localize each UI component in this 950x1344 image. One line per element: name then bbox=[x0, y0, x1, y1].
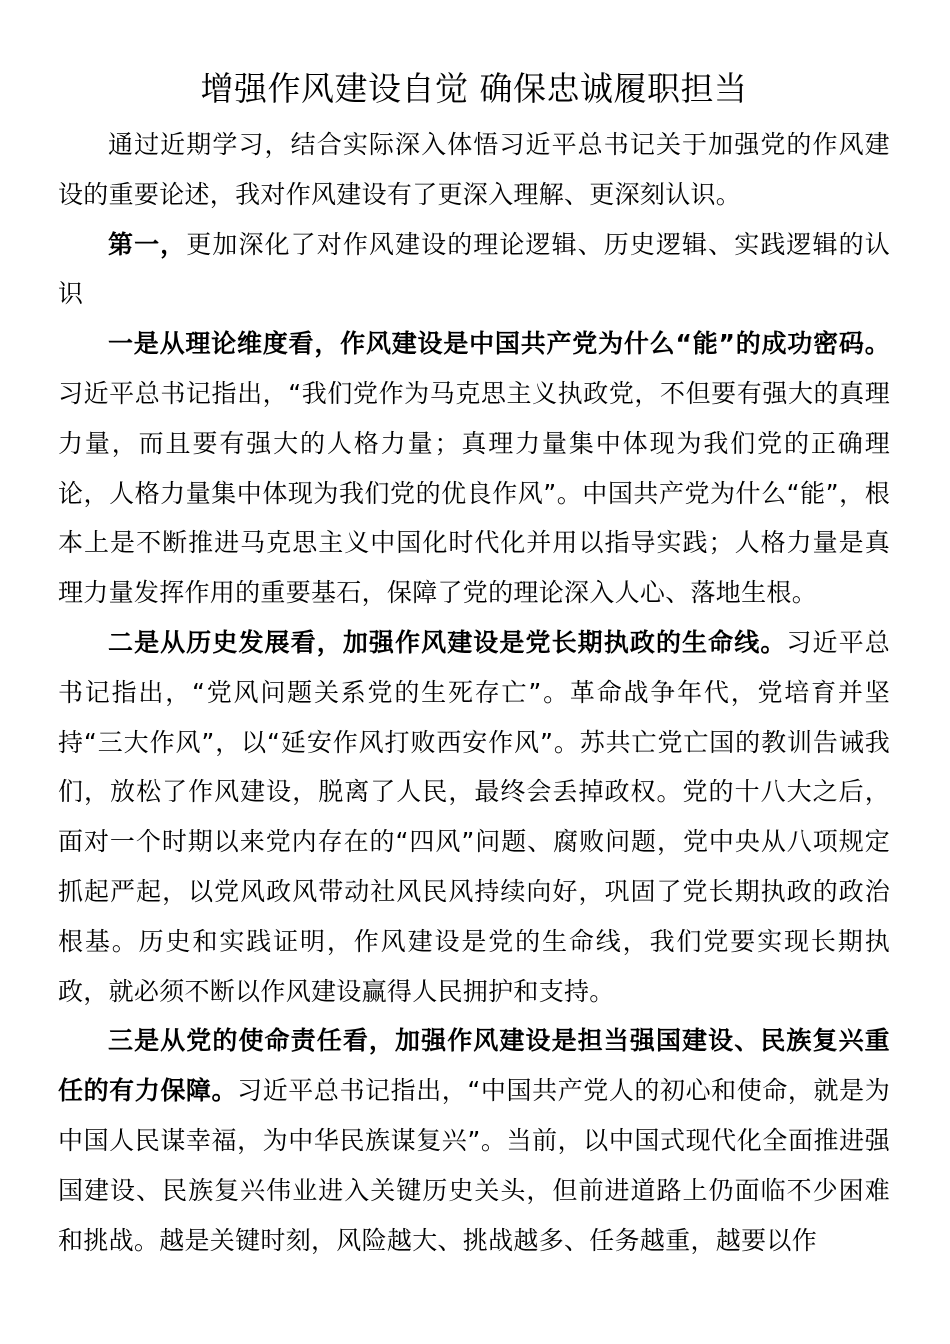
section-heading-lead: 第一， bbox=[108, 229, 187, 259]
point-paragraph-theory bbox=[58, 319, 890, 618]
point-paragraph-history bbox=[58, 618, 890, 1016]
section-heading-first bbox=[58, 220, 890, 320]
point-text-theory: 习近平总书记指出，“我们党作为马克思主义执政党，不但要有强大的真理力量，而且要有强大的人格力量；真理力量集中体现为我们党的正确理论，人格力量集中体现为我们党的优良作风”。中国共产党为什么“能”，根本上是不断推进马克思主义中国化时代化并用以指导实践；人格力量是真理力量发挥作用的重要基石，保障了党的理论深入人心、落地生根。 bbox=[58, 378, 890, 608]
point-lead-theory: 一是从理论维度看，作风建设是中国共产党为什么“能”的成功密码。 bbox=[108, 329, 890, 359]
point-lead-history: 二是从历史发展看，加强作风建设是党长期执政的生命线。 bbox=[108, 627, 787, 657]
document-page bbox=[58, 64, 890, 1265]
section-heading-text: 更加深化了对作风建设的理论逻辑、历史逻辑、实践逻辑的认识 bbox=[58, 229, 890, 309]
point-lead-mission: 三是从党的使命责任看，加强作风建设是担当强国建设、民族复兴重任的有力保障。 bbox=[58, 1026, 890, 1106]
intro-paragraph: 通过近期学习，结合实际深入体悟习近平总书记关于加强党的作风建设的重要论述，我对作风建设有了更深入理解、更深刻认识。 bbox=[58, 130, 890, 209]
point-text-mission: 习近平总书记指出，“中国共产党人的初心和使命，就是为中国人民谋幸福，为中华民族谋复兴”。当前，以中国式现代化全面推进强国建设、民族复兴伟业进入关键历史关头，但前进道路上仍面临不少困难和挑战。越是关键时刻，风险越大、挑战越多、任务越重，越要以作 bbox=[58, 1076, 890, 1255]
point-paragraph-mission bbox=[58, 1016, 890, 1265]
point-text-history: 习近平总书记指出，“党风问题关系党的生死存亡”。革命战争年代，党培育并坚持“三大作风”，以“延安作风打败西安作风”。苏共亡党亡国的教训告诫我们，放松了作风建设，脱离了人民，最终会丢掉政权。党的十八大之后，面对一个时期以来党内存在的“四风”问题、腐败问题，党中央从八项规定抓起严起，以党风政风带动社风民风持续向好，巩固了党长期执政的政治根基。历史和实践证明，作风建设是党的生命线，我们党要实现长期执政，就必须不断以作风建设赢得人民拥护和支持。 bbox=[58, 627, 891, 1006]
document-title: 增强作风建设自觉 确保忠诚履职担当 bbox=[200, 69, 748, 108]
